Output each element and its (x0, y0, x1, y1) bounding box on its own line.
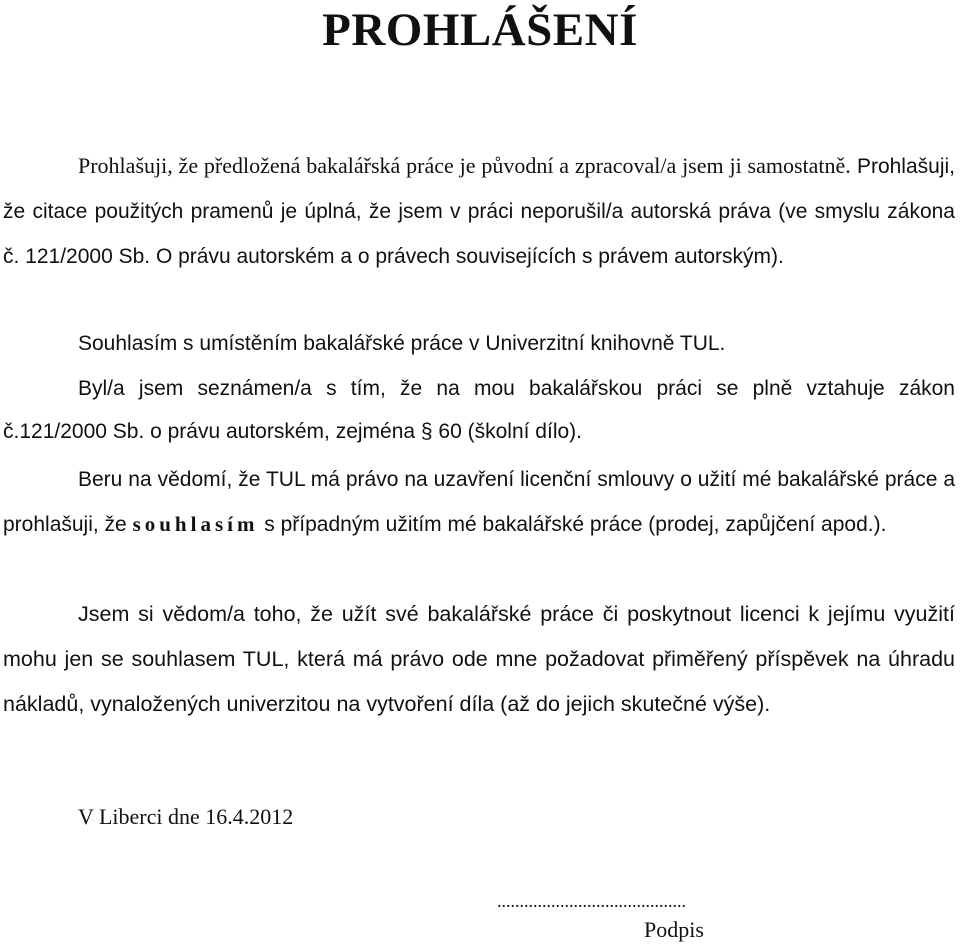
originality-statement: Prohlašuji, že předložená bakalářská práce je původní a zpracoval/a jsem ji samostatně. (78, 153, 851, 178)
library-consent-text: Souhlasím s umístěním bakalářské práce v Univerzitní knihovně TUL. (78, 332, 726, 355)
license-usage-text: Jsem si vědom/a toho, že užít své bakalářské práce či poskytnout licenci k jejímu využití mohu jen se souhlasem TUL, která má právo ode mne požadovat přiměřený příspěvek na úhradu nákladů, vynaložených univerzitou na vytvoření díla (až do jejich skutečné výše). (3, 602, 955, 716)
date-line: V Liberci dne 16.4.2012 (78, 804, 294, 829)
signature-label: Podpis (644, 917, 704, 942)
copyright-law-text: Byl/a jsem seznámen/a s tím, že na mou bakalářskou práci se plně vztahuje zákon č.121/2000 Sb. o právu autorském, zejména § 60 (školní dílo). (3, 377, 955, 443)
consent-emphasis: souhlasím (132, 512, 259, 536)
citation-statement: Prohlašuji, že citace použitých pramenů je úplná, že jsem v práci neporušil/a autorská práva (ve smyslu zákona č. 121/2000 Sb. O právu autorském a o právech souvisejících s právem autorským). (3, 155, 955, 268)
signature-dotted-line: .......................................... (497, 891, 686, 911)
license-agreement-paragraph (3, 457, 955, 547)
copyright-law-paragraph (3, 367, 955, 453)
declaration-originality-paragraph (3, 143, 955, 279)
license-usage-paragraph (3, 592, 955, 727)
license-agreement-text-start: Beru na vědomí, že TUL má právo na uzavření licenční smlouvy o užití mé bakalářské práce a prohlašuji, že (3, 468, 955, 536)
license-agreement-text-end: s případným užitím mé bakalářské práce (prodej, zapůjčení apod.). (258, 513, 887, 536)
page-title: PROHLÁŠENÍ (322, 4, 638, 56)
library-consent-paragraph (3, 324, 955, 364)
